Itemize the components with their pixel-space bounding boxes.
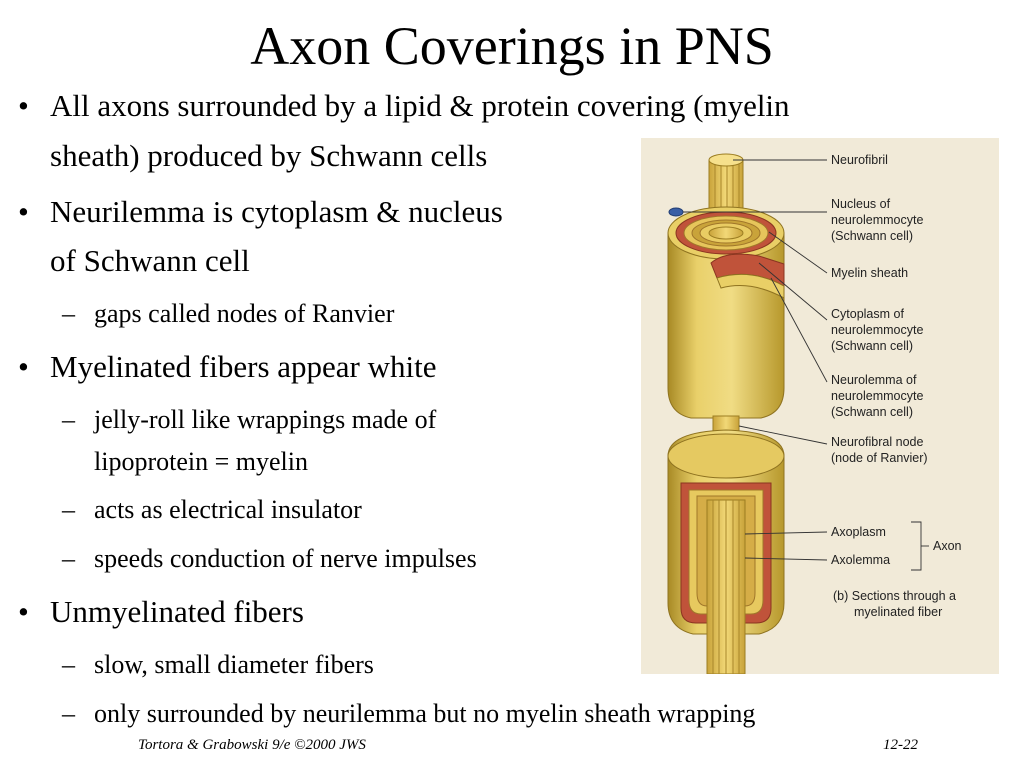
sub-bullet-text: only surrounded by neurilemma but no myelin sheath wrapping: [94, 699, 756, 728]
dash-marker: –: [62, 405, 75, 434]
dash-marker: –: [62, 299, 75, 328]
dash-marker: –: [62, 650, 75, 679]
dash-marker: –: [62, 699, 75, 728]
footer-citation: Tortora & Grabowski 9/e ©2000 JWS: [138, 737, 366, 753]
sub-bullet-text: gaps called nodes of Ranvier: [94, 299, 395, 328]
label-node: (node of Ranvier): [831, 451, 928, 465]
label-cytoplasm: (Schwann cell): [831, 339, 913, 353]
label-nucleus: Nucleus of: [831, 197, 891, 211]
footer-slide-number: 12-22: [883, 737, 918, 753]
label-neurofibril: Neurofibril: [831, 153, 888, 167]
bullet-marker: •: [18, 194, 29, 229]
bullet-text: Myelinated fibers appear white: [50, 349, 437, 384]
bullet-marker: •: [18, 349, 29, 384]
upper-schwann-cell: [668, 207, 784, 418]
bullet-text: Unmyelinated fibers: [50, 594, 304, 629]
figure-labels: [831, 153, 962, 619]
label-neurolemma: (Schwann cell): [831, 405, 913, 419]
label-neurolemma: Neurolemma of: [831, 373, 917, 387]
myelinated-fiber-illustration: [641, 138, 999, 674]
label-nucleus: (Schwann cell): [831, 229, 913, 243]
sub-bullet-text: acts as electrical insulator: [94, 495, 362, 524]
label-neurolemma: neurolemmocyte: [831, 389, 924, 403]
dash-marker: –: [62, 544, 75, 573]
label-axon: Axon: [933, 539, 962, 553]
label-myelin-sheath: Myelin sheath: [831, 266, 909, 280]
bullet-text: Neurilemma is cytoplasm & nucleus: [50, 194, 503, 229]
label-axoplasm: Axoplasm: [831, 525, 886, 539]
bullet-text: All axons surrounded by a lipid & protein covering (myelin: [50, 88, 790, 123]
lower-schwann-cell: [668, 430, 784, 674]
figure-caption: (b) Sections through a: [833, 589, 956, 603]
sub-bullet-text: lipoprotein = myelin: [94, 447, 308, 476]
bullet-marker: •: [18, 88, 29, 123]
label-cytoplasm: neurolemmocyte: [831, 323, 924, 337]
bullet-marker: •: [18, 594, 29, 629]
slide-title: Axon Coverings in PNS: [250, 16, 774, 76]
bullet-text: sheath) produced by Schwann cells: [50, 138, 488, 173]
label-node: Neurofibral node: [831, 435, 924, 449]
sub-bullet-text: speeds conduction of nerve impulses: [94, 544, 477, 573]
myelinated-fiber-figure: [641, 138, 999, 674]
sub-bullet-text: slow, small diameter fibers: [94, 650, 374, 679]
label-cytoplasm: Cytoplasm of: [831, 307, 904, 321]
bullet-text: of Schwann cell: [50, 243, 250, 278]
sub-bullet-text: jelly-roll like wrappings made of: [94, 405, 437, 434]
label-nucleus: neurolemmocyte: [831, 213, 924, 227]
label-axolemma: Axolemma: [831, 553, 891, 567]
figure-caption: myelinated fiber: [854, 605, 943, 619]
dash-marker: –: [62, 495, 75, 524]
